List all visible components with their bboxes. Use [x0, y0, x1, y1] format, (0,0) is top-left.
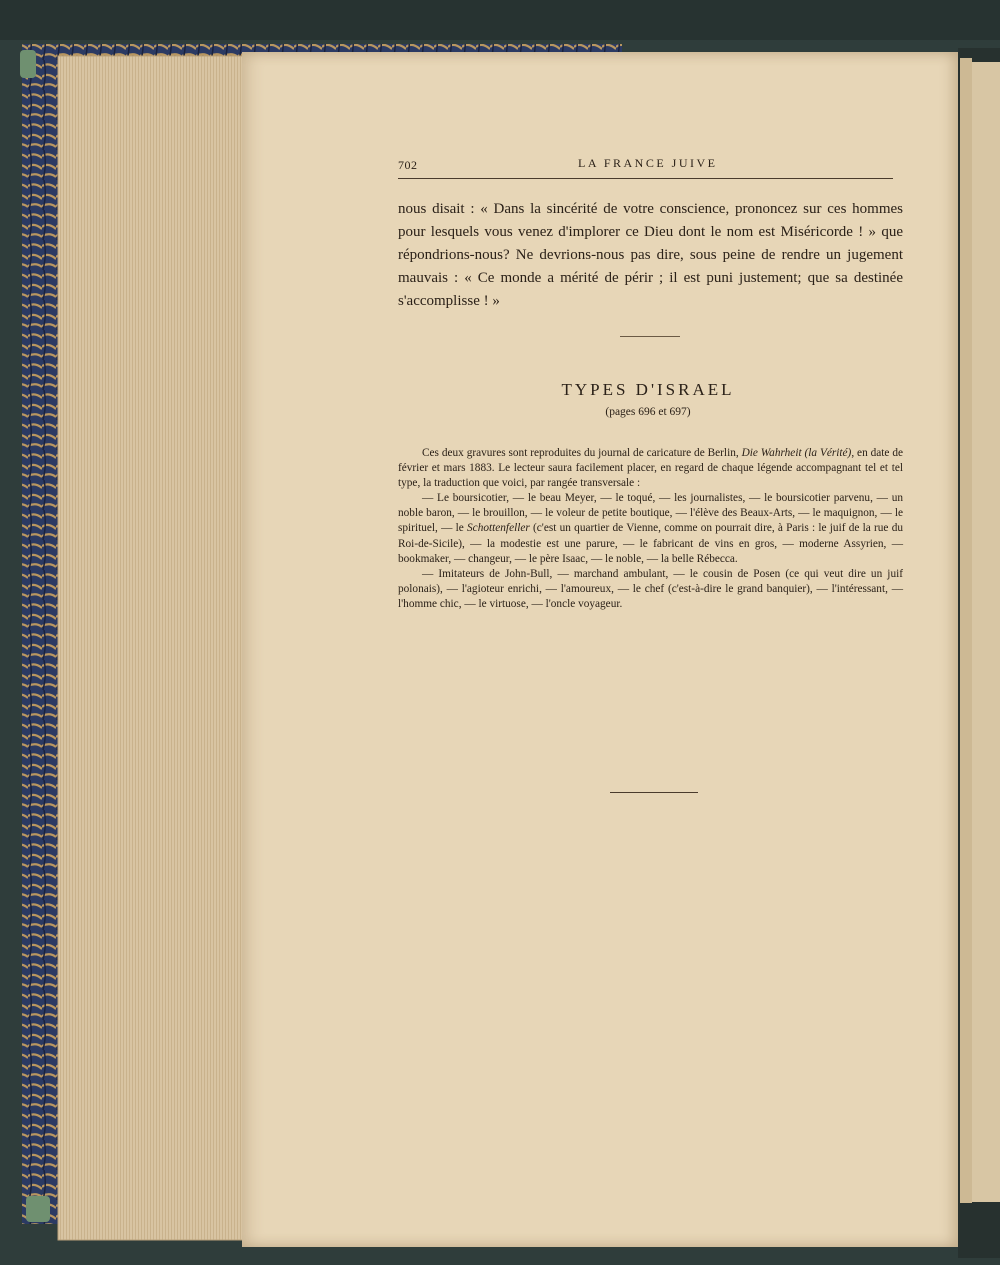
running-header	[398, 150, 903, 180]
caption-list-first-plate: — Le boursicotier, — le beau Meyer, — le toqué, — les journalistes, — le boursicotier parvenu, — un noble baron, — le brouillon, — le voleur de petite boutique, — l'élève des Beaux-Arts, — le maquignon, — le spirituel, — le Schottenfeller (c'est un quartier de Vienne, comme on pourrait dire, à Paris : le juif de la rue du Roi-de-Sicile), — la modestie est une parure, — le fabricant de vins en gros, — moderne Assyrien, — bookmaker, — changeur, — le père Isaac, — le noble, — la belle Rébecca.	[398, 492, 903, 565]
section-title: TYPES D'ISRAEL	[561, 380, 735, 399]
book-page	[398, 150, 903, 670]
header-rule	[398, 178, 893, 179]
journal-translation: (la Vérité)	[804, 447, 852, 459]
caption-intro: Ces deux gravures sont reproduites du journal de caricature de Berlin, Die Wahrheit (la Vérité), en date de février et mars 1883. Le lecteur saura facilement placer, en regard de chaque légende accompagnant tel et tel type, la traduction que voici, par rangée transversale :	[398, 447, 903, 490]
italic-term: Schottenfeller	[467, 522, 530, 535]
section-subtitle: (pages 696 et 697)	[605, 406, 691, 418]
journal-name: Die Wahrheit	[741, 447, 802, 459]
running-title: LA FRANCE JUIVE	[578, 156, 718, 170]
caption-notes	[398, 446, 903, 612]
body-paragraph: nous disait : « Dans la sincérité de votre conscience, prononcez sur ces hommes pour lesquels vous venez d'implorer ce Dieu dont le nom est Miséricorde ! » que répondrions-nous? Ne devrions-nous pas dire, sous peine de rendre un jugement mauvais : « Ce monde a mérité de périr ; il est puni justement; que sa destinée s'accomplisse ! »	[398, 201, 903, 309]
page-number: 702	[398, 158, 418, 172]
end-rule	[610, 792, 698, 793]
section-divider	[620, 336, 680, 337]
caption-list-second-plate: — Imitateurs de John-Bull, — marchand ambulant, — le cousin de Posen (ce qui veut dire un juif polonais), — l'agioteur enrichi, — l'amoureux, — le chef (c'est-à-dire le grand banquier), — l'intéressant, — l'homme chic, — le virtuose, — l'oncle voyageur.	[398, 567, 903, 610]
